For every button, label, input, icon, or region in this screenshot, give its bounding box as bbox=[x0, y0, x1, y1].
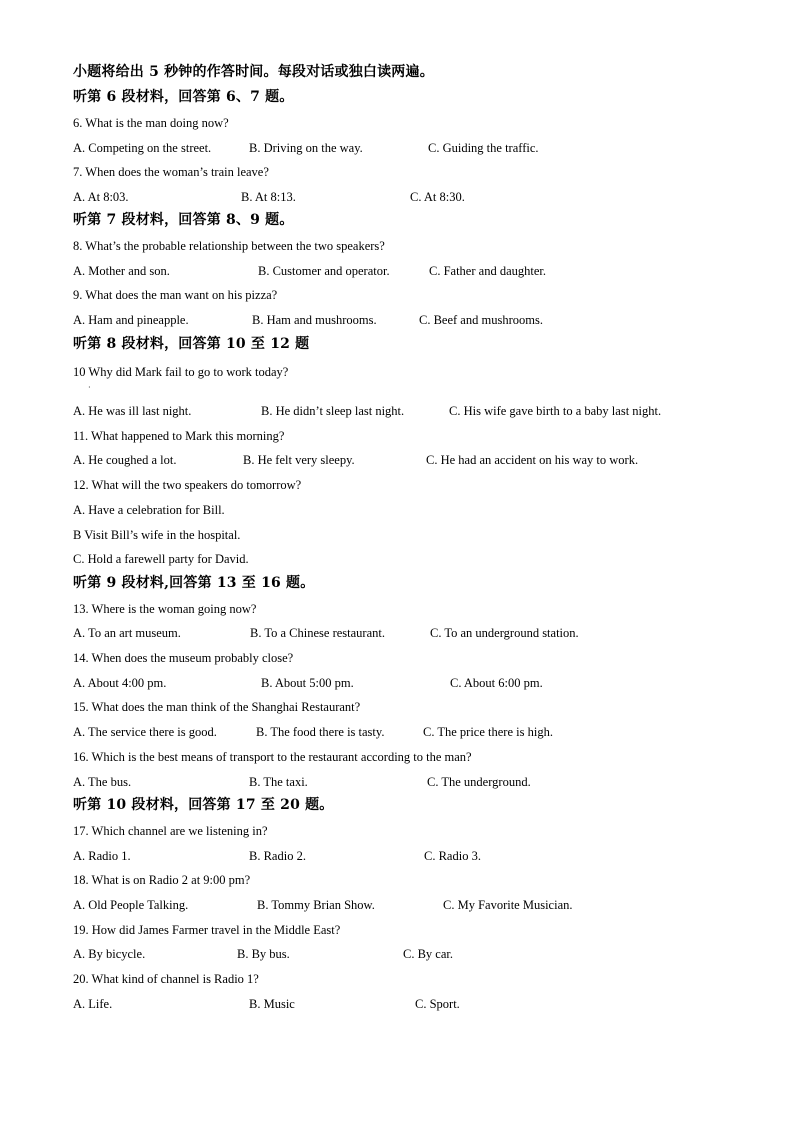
q18-option-a: A. Old People Talking. bbox=[73, 898, 189, 912]
question-12: 12. What will the two speakers do tomorrow? bbox=[73, 478, 302, 492]
question-16: 16. Which is the best means of transport to the restaurant according to the man? bbox=[73, 750, 472, 764]
section-heading-6: 听第 6 段材料，回答第 6、7 题。 bbox=[73, 89, 294, 105]
q6-option-b: B. Driving on the way. bbox=[249, 141, 363, 155]
q15-option-a: A. The service there is good. bbox=[73, 725, 217, 739]
section-heading-7: 听第 7 段材料，回答第 8、9 题。 bbox=[73, 212, 294, 228]
q14-option-c: C. About 6:00 pm. bbox=[450, 676, 543, 690]
q18-option-b: B. Tommy Brian Show. bbox=[257, 898, 375, 912]
section-heading-8: 听第 8 段材料，回答第 10 至 12 题 bbox=[73, 336, 310, 352]
question-7: 7. When does the woman’s train leave? bbox=[73, 165, 269, 179]
q14-option-a: A. About 4:00 pm. bbox=[73, 676, 167, 690]
q9-option-c: C. Beef and mushrooms. bbox=[419, 313, 543, 327]
q6-option-a: A. Competing on the street. bbox=[73, 141, 212, 155]
q10-option-b: B. He didn’t sleep last night. bbox=[261, 404, 405, 418]
q13-option-a: A. To an art museum. bbox=[73, 626, 181, 640]
section-heading-10: 听第 10 段材料，回答第 17 至 20 题。 bbox=[73, 797, 334, 813]
q15-option-c: C. The price there is high. bbox=[423, 725, 553, 739]
q13-option-b: B. To a Chinese restaurant. bbox=[250, 626, 385, 640]
q8-option-a: A. Mother and son. bbox=[73, 264, 170, 278]
q20-option-b: B. Music bbox=[249, 997, 295, 1011]
question-18: 18. What is on Radio 2 at 9:00 pm? bbox=[73, 873, 251, 887]
q12-option-c: C. Hold a farewell party for David. bbox=[73, 552, 249, 566]
q17-option-b: B. Radio 2. bbox=[249, 849, 306, 863]
q11-option-a: A. He coughed a lot. bbox=[73, 453, 177, 467]
q16-option-b: B. The taxi. bbox=[249, 775, 308, 789]
q10-option-a: A. He was ill last night. bbox=[73, 404, 192, 418]
q15-option-b: B. The food there is tasty. bbox=[256, 725, 385, 739]
q13-option-c: C. To an underground station. bbox=[430, 626, 579, 640]
q17-option-c: C. Radio 3. bbox=[424, 849, 481, 863]
question-8: 8. What’s the probable relationship between the two speakers? bbox=[73, 239, 385, 253]
q7-option-b: B. At 8:13. bbox=[241, 190, 296, 204]
question-14: 14. When does the museum probably close? bbox=[73, 651, 294, 665]
q16-option-c: C. The underground. bbox=[427, 775, 531, 789]
question-20: 20. What kind of channel is Radio 1? bbox=[73, 972, 259, 986]
q8-option-b: B. Customer and operator. bbox=[258, 264, 390, 278]
question-19: 19. How did James Farmer travel in the Middle East? bbox=[73, 923, 341, 937]
q18-option-c: C. My Favorite Musician. bbox=[443, 898, 573, 912]
q12-option-a: A. Have a celebration for Bill. bbox=[73, 503, 225, 517]
q19-option-b: B. By bus. bbox=[237, 947, 290, 961]
q6-option-c: C. Guiding the traffic. bbox=[428, 141, 539, 155]
question-6: 6. What is the man doing now? bbox=[73, 116, 229, 130]
question-11: 11. What happened to Mark this morning? bbox=[73, 429, 285, 443]
section-intro: 小题将给出 5 秒钟的作答时间。每段对话或独白读两遍。 bbox=[73, 64, 434, 80]
question-13: 13. Where is the woman going now? bbox=[73, 602, 257, 616]
question-17: 17. Which channel are we listening in? bbox=[73, 824, 268, 838]
q8-option-c: C. Father and daughter. bbox=[429, 264, 546, 278]
q11-option-c: C. He had an accident on his way to work. bbox=[426, 453, 639, 467]
q14-option-b: B. About 5:00 pm. bbox=[261, 676, 354, 690]
q7-option-c: C. At 8:30. bbox=[410, 190, 465, 204]
q12-option-b: B Visit Bill’s wife in the hospital. bbox=[73, 528, 241, 542]
q7-option-a: A. At 8:03. bbox=[73, 190, 129, 204]
q20-option-c: C. Sport. bbox=[415, 997, 460, 1011]
stray-dot: · bbox=[88, 383, 91, 392]
q17-option-a: A. Radio 1. bbox=[73, 849, 131, 863]
q10-option-c: C. His wife gave birth to a baby last night. bbox=[449, 404, 662, 418]
q11-option-b: B. He felt very sleepy. bbox=[243, 453, 355, 467]
section-heading-9: 听第 9 段材料,回答第 13 至 16 题。 bbox=[73, 575, 315, 591]
q9-option-b: B. Ham and mushrooms. bbox=[252, 313, 377, 327]
q16-option-a: A. The bus. bbox=[73, 775, 132, 789]
question-9: 9. What does the man want on his pizza? bbox=[73, 288, 278, 302]
q9-option-a: A. Ham and pineapple. bbox=[73, 313, 189, 327]
q20-option-a: A. Life. bbox=[73, 997, 113, 1011]
q19-option-c: C. By car. bbox=[403, 947, 453, 961]
q19-option-a: A. By bicycle. bbox=[73, 947, 146, 961]
question-10: 10 Why did Mark fail to go to work today? bbox=[73, 365, 289, 379]
question-15: 15. What does the man think of the Shanghai Restaurant? bbox=[73, 700, 361, 714]
